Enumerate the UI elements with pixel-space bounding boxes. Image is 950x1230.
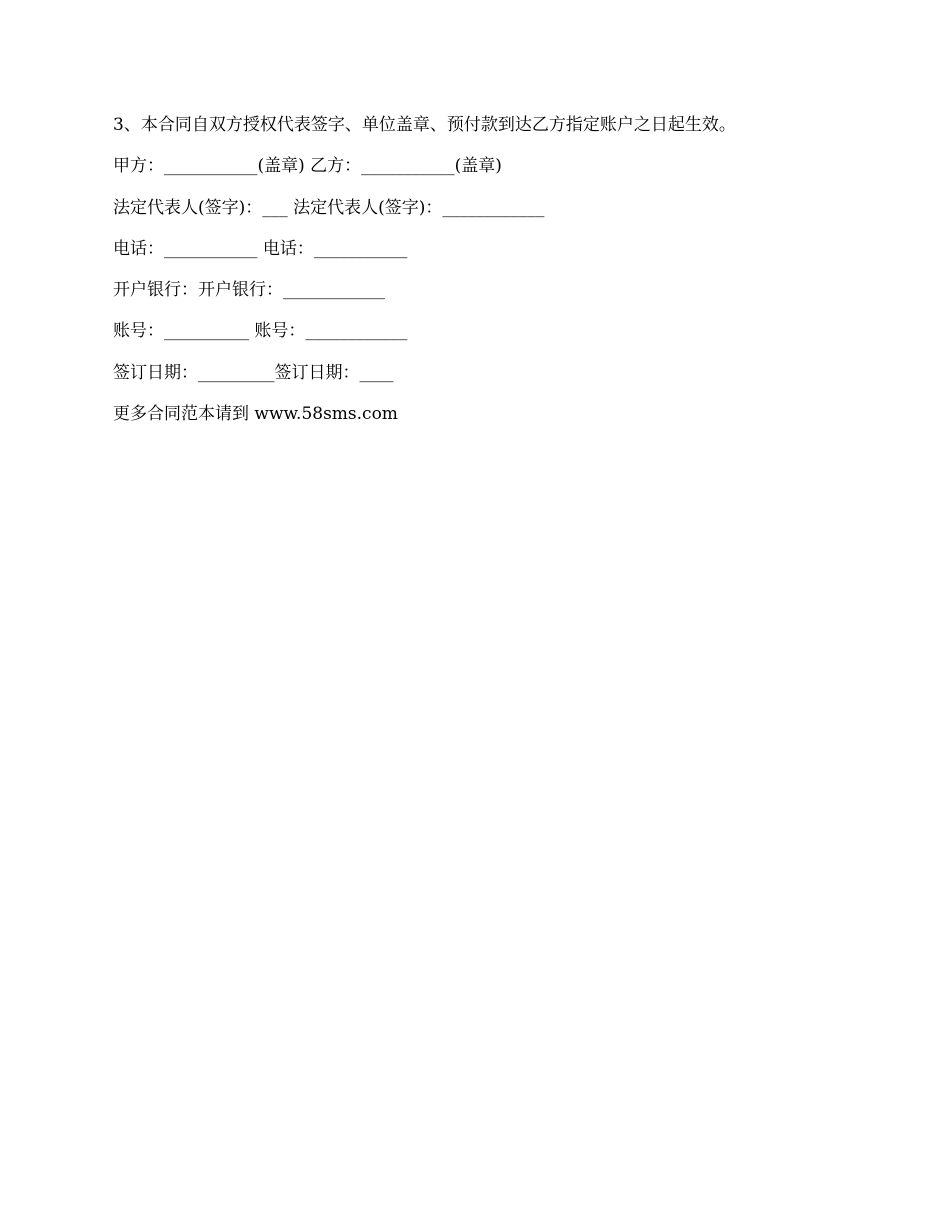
bank-line: 开户银行：开户银行：____________ [113,280,385,301]
signing-date-line: 签订日期：_________签订日期：____ [113,362,394,383]
clause-effective-date: 3、本合同自双方授权代表签字、单位盖章、预付款到达乙方指定账户之日起生效。 [113,115,736,135]
legal-representative-line: 法定代表人(签字)：___ 法定代表人(签字)：____________ [113,197,545,218]
phone-line: 电话：___________ 电话：___________ [113,238,408,259]
party-signature-line: 甲方：___________(盖章) 乙方：___________(盖章) [113,156,502,177]
website-footer-line: 更多合同范本请到 www.58sms.com [113,404,398,425]
account-number-line: 账号：__________ 账号：____________ [113,321,408,342]
document-body [113,111,873,441]
